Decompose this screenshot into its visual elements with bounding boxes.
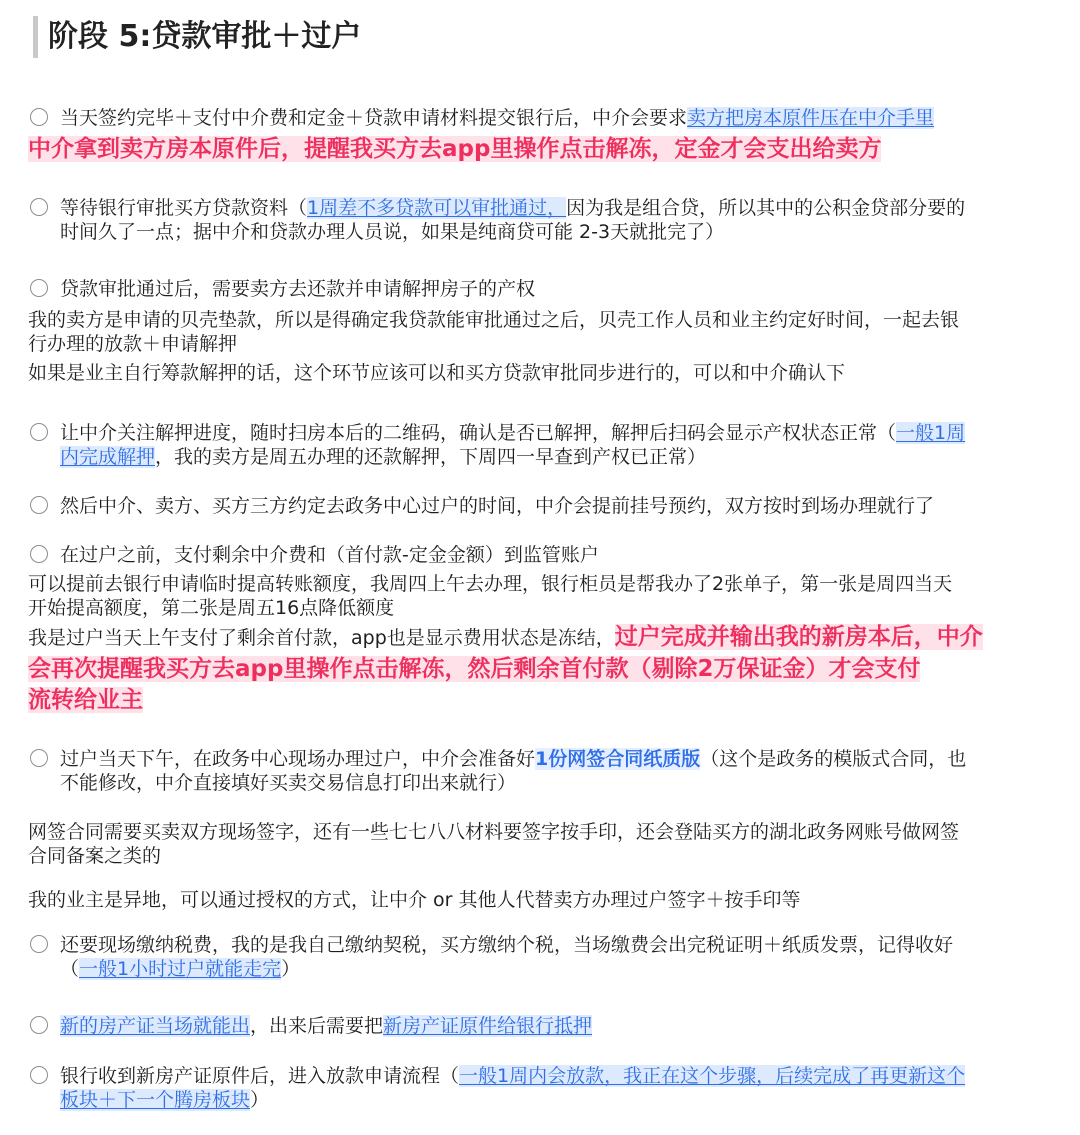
- highlight-link: 一般1周内会放款，我正在这个步骤，后续完成了再更新这个: [459, 1065, 966, 1087]
- highlight-link: 新的房产证当场就能出: [60, 1015, 251, 1037]
- highlight-link: 内完成解押: [60, 446, 156, 468]
- checklist-item-4: 让中介关注解押进度，随时扫房本后的二维码，确认是否已解押，解押后扫码会显示产权状态正常（一般1周 内完成解押，我的卖方是周五办理的还款解押，下周四一早查到产权已正常）: [28, 421, 1060, 469]
- checkbox-circle[interactable]: [30, 749, 48, 767]
- checkbox-circle[interactable]: [30, 496, 48, 514]
- checklist-item-11: 新的房产证当场就能出，出来后需要把新房产证原件给银行抵押: [28, 1014, 1060, 1038]
- checkbox-circle[interactable]: [30, 545, 48, 563]
- checkbox-circle[interactable]: [30, 1066, 48, 1084]
- checklist-item-1: 当天签约完毕＋支付中介费和定金＋贷款申请材料提交银行后，中介会要求卖方把房本原件压在中介手里 中介拿到卖方房本原件后，提醒我买方去app里操作点击解冻，定金才会支出给卖方: [28, 107, 935, 162]
- highlight-link: 一般1周: [896, 422, 966, 444]
- highlight-link: 板块＋下一个腾房板块: [60, 1089, 251, 1111]
- paragraph-authorization: 我的业主是异地，可以通过授权的方式，让中介 or 其他人代替卖方办理过户签字＋按手印等: [28, 889, 801, 911]
- checkbox-circle[interactable]: [30, 198, 48, 216]
- checklist-item-10: 还要现场缴纳税费，我的是我自己缴纳契税，买方缴纳个税，当场缴费会出完税证明＋纸质发票，记得收好 （一般1小时过户就能走完）: [28, 933, 1060, 981]
- red-highlight: 流转给业主: [28, 687, 143, 713]
- checkbox-circle[interactable]: [30, 935, 48, 953]
- paragraph-signing: 网签合同需要买卖双方现场签字，还有一些七七八八材料要签字按手印，还会登陆买方的湖北政务网账号做网签 合同备案之类的: [28, 821, 960, 867]
- checkbox-circle[interactable]: [30, 423, 48, 441]
- highlight-link: 1周差不多贷款可以审批通过，: [307, 197, 567, 219]
- checklist-item-2: 等待银行审批买方贷款资料（1周差不多贷款可以审批通过，因为我是组合贷，所以其中的公积金贷部分要的 时间久了一点；据中介和贷款办理人员说，如果是纯商贷可能 2-3天就批完了）: [28, 196, 1060, 244]
- section-heading: 阶段 5:贷款审批＋过户: [33, 16, 361, 58]
- checklist-item-12: 银行收到新房产证原件后，进入放款申请流程（一般1周内会放款，我正在这个步骤，后续完成了再更新这个 板块＋下一个腾房板块）: [28, 1064, 1060, 1112]
- checkbox-circle[interactable]: [30, 1016, 48, 1034]
- red-highlight: 会再次提醒我买方去app里操作点击解冻，然后剩余首付款（剔除2万保证金）才会支付: [28, 656, 921, 682]
- red-highlight: 中介拿到卖方房本原件后，提醒我买方去app里操作点击解冻，定金才会支出给卖方: [28, 136, 882, 162]
- checklist-item-5: 然后中介、卖方、买方三方约定去政务中心过户的时间，中介会提前挂号预约，双方按时到场办理就行了: [28, 494, 1060, 518]
- highlight-link: 一般1小时过户就能走完: [79, 958, 282, 980]
- checkbox-circle[interactable]: [30, 108, 48, 126]
- highlight-link: 新房产证原件给银行抵押: [383, 1015, 593, 1037]
- checklist-item-7: 过户当天下午，在政务中心现场办理过户，中介会准备好1份网签合同纸质版（这个是政务的模版式合同，也 不能修改，中介直接填好买卖交易信息打印出来就行）: [28, 747, 1060, 795]
- checklist-item-3: 贷款审批通过后，需要卖方去还款并申请解押房子的产权 我的卖方是申请的贝壳垫款，所以是得确定我贷款能审批通过之后，贝壳工作人员和业主约定好时间，一起去银 行办理的放款＋申请解押 如果是业主自行筹款解押的话，这个环节应该可以和买方贷款审批同步进行的，可以和中介确认下: [28, 278, 960, 384]
- bold-highlight: 1份网签合同纸质版: [535, 748, 701, 770]
- highlight-link: 卖方把房本原件压在中介手里: [687, 107, 935, 129]
- red-highlight: 过户完成并输出我的新房本后，中介: [614, 624, 983, 650]
- checklist-item-6: 在过户之前，支付剩余中介费和（首付款-定金金额）到监管账户 可以提前去银行申请临时提高转账额度，我周四上午去办理，银行柜员是帮我办了2张单子，第一张是周四当天 开始提高额度，第二张是周五16点降低额度 我是过户当天上午支付了剩余首付款，app也是显示费用状态是冻结，过户完成并输出我的新房本后，中介 会再次提醒我买方去app里操作点击解冻，然后剩余首付款（剔除2万保证金）才会支付 流转给业主: [28, 544, 983, 713]
- checkbox-circle[interactable]: [30, 279, 48, 297]
